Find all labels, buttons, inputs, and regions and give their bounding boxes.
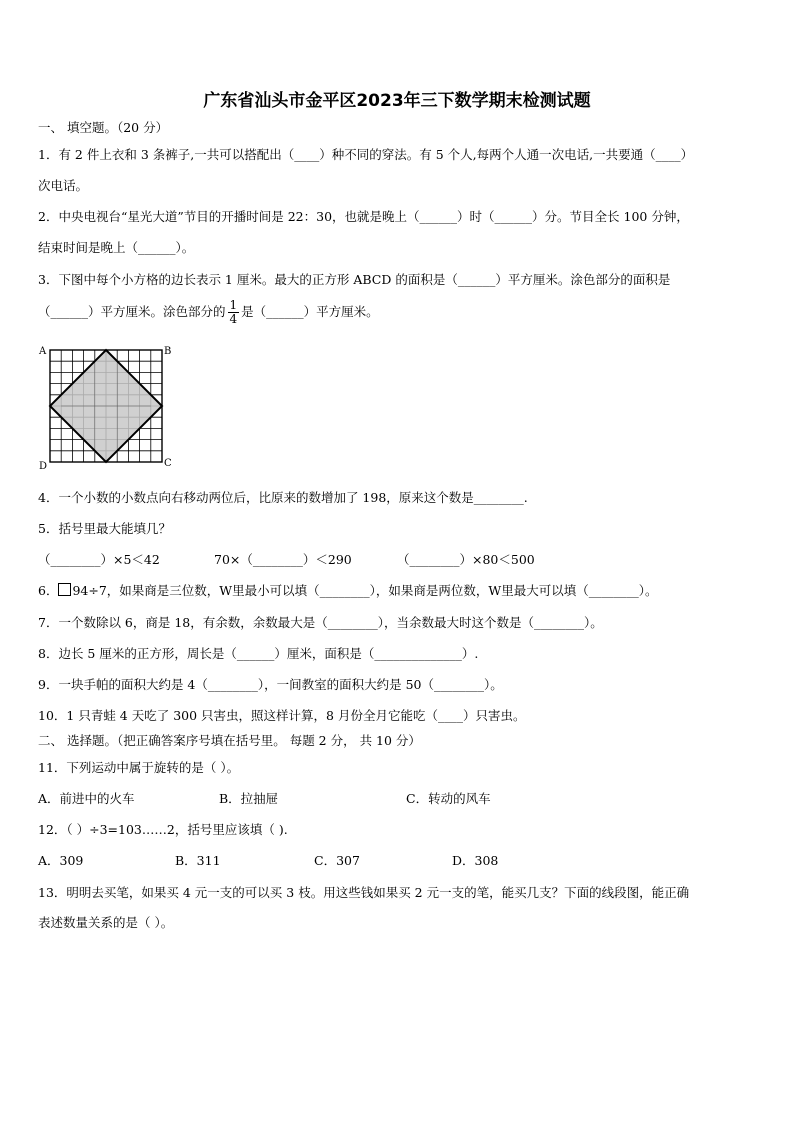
q11-option-b: B．拉抽屉	[219, 791, 279, 806]
q13-line1: 13．明明去买笔，如果买 4 元一支的可以买 3 枝。用这些钱如果买 2 元一支的笔，能买几支？下面的线段图，能正确	[38, 885, 690, 900]
q12-option-d: D．308	[452, 853, 499, 868]
q13-line2: 表述数量关系的是（ ）。	[38, 915, 174, 930]
q6-line	[38, 582, 657, 600]
section1-heading: 一、 填空题。（20 分）	[38, 120, 169, 135]
blank-box-icon	[58, 583, 71, 596]
label-d: D	[39, 461, 48, 472]
page-title: 广东省汕头市金平区2023年三下数学期末检测试题	[203, 91, 591, 111]
q6-text: 94÷7，如果商是三位数，W里最小可以填（________），如果商是两位数，W里最大可以填（________）。	[72, 583, 658, 598]
grid-square-figure	[36, 342, 176, 472]
q12-option-a: A．309	[38, 853, 84, 868]
q5-option-3: （________）×80＜500	[397, 552, 535, 567]
q11-option-c: C．转动的风车	[406, 791, 491, 806]
q1-line1: 1．有 2 件上衣和 3 条裤子,一共可以搭配出（____）种不同的穿法。有 5 个人,每两个人通一次电话,一共要通（____）	[38, 147, 694, 162]
q3-line2-end: 是（______）平方厘米。	[241, 304, 379, 319]
q2-line1: 2．中央电视台“星光大道”节目的开播时间是 22：30，也就是晚上（______）时（______）分。节目全长 100 分钟，	[38, 209, 689, 224]
q12-option-c: C．307	[314, 853, 360, 868]
q11-text: 11．下列运动中属于旋转的是（ ）。	[38, 760, 240, 775]
fraction-numerator: 1	[229, 298, 238, 312]
section2-heading: 二、 选择题。（把正确答案序号填在括号里。 每题 2 分， 共 10 分）	[38, 733, 421, 748]
q2-line2: 结束时间是晚上（______）。	[38, 240, 195, 255]
q3-line2	[38, 299, 379, 326]
q7-text: 7．一个数除以 6，商是 18，有余数，余数最大是（________），当余数最大时这个数是（________）。	[38, 615, 603, 630]
label-a: A	[39, 346, 47, 357]
q5-option-1: （________）×5＜42	[38, 552, 160, 567]
q6-number: 6．	[38, 583, 59, 598]
q9-text: 9．一块手帕的面积大约是 4（________），一间教室的面积大约是 50（________）。	[38, 677, 503, 692]
q10-text: 10．1 只青蛙 4 天吃了 300 只害虫，照这样计算，8 月份全月它能吃（____）只害虫。	[38, 708, 526, 723]
q3-line2-start: （______）平方厘米。涂色部分的	[38, 304, 226, 319]
q4-text: 4．一个小数的小数点向右移动两位后，比原来的数增加了 198，原来这个数是________.	[38, 490, 528, 505]
q5-option-2: 70×（________）＜290	[214, 552, 352, 567]
q8-text: 8．边长 5 厘米的正方形，周长是（______）厘米，面积是（______________）.	[38, 646, 479, 661]
label-c: C	[164, 458, 172, 469]
q1-line2: 次电话。	[38, 178, 89, 193]
q3-line1: 3．下图中每个小方格的边长表示 1 厘米。最大的正方形 ABCD 的面积是（______）平方厘米。涂色部分的面积是	[38, 272, 671, 287]
label-b: B	[164, 346, 172, 357]
q11-option-a: A．前进中的火车	[38, 791, 135, 806]
q12-text: 12．（ ）÷3=103……2，括号里应该填（ ).	[38, 822, 288, 837]
q12-option-b: B．311	[175, 853, 221, 868]
q5-text: 5．括号里最大能填几？	[38, 521, 171, 536]
one-quarter-fraction	[228, 299, 240, 326]
fraction-denominator: 4	[229, 312, 238, 326]
